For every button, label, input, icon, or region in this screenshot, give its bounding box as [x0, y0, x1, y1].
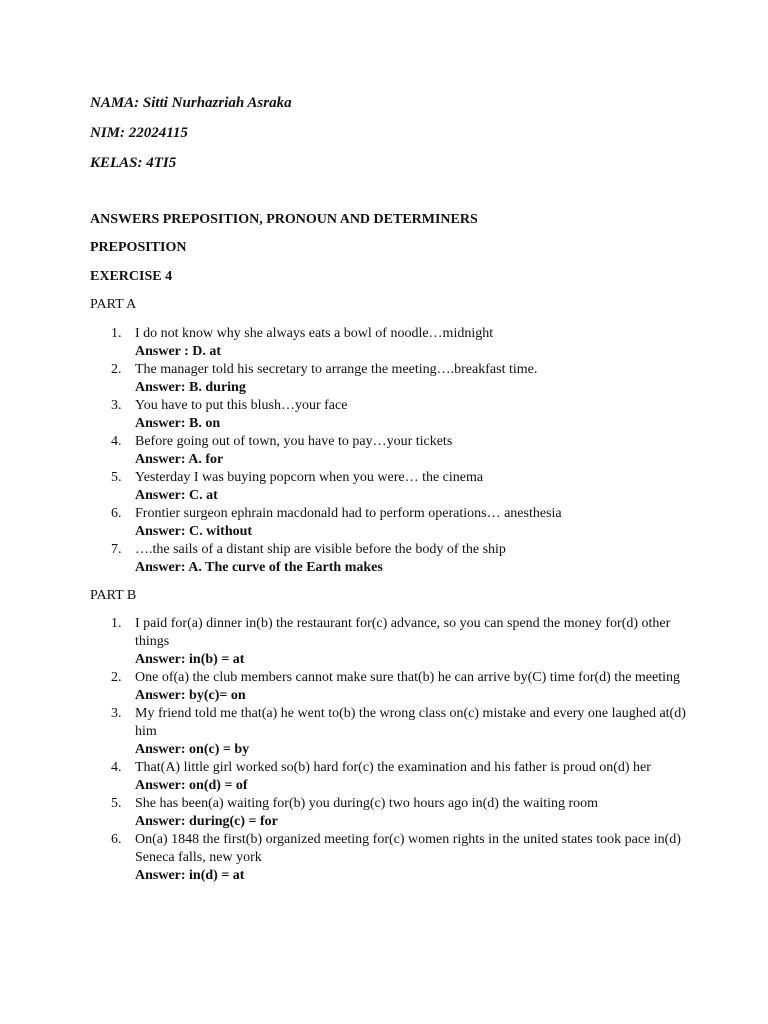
question-text: Frontier surgeon ephrain macdonald had to perform operations… anesthesia — [135, 506, 562, 521]
list-item: 6. On(a) 1848 the first(b) organized meeting for(c) women rights in the united states took pace in(d) Seneca falls, new york Answer: in(d) = at — [90, 831, 690, 885]
question-text: Before going out of town, you have to pay…your tickets — [135, 434, 453, 449]
answer-text: Answer: by(c)= on — [135, 688, 246, 703]
question-text: One of(a) the club members cannot make sure that(b) he can arrive by(C) time for(d) the meeting — [135, 670, 681, 685]
question-text: I do not know why she always eats a bowl of noodle…midnight — [135, 326, 494, 341]
list-item: 7. ….the sails of a distant ship are visible before the body of the ship Answer: A. The curve of the Earth makes — [90, 541, 690, 577]
document-title: ANSWERS PREPOSITION, PRONOUN AND DETERMINERS — [90, 212, 478, 227]
answer-text: Answer: C. at — [135, 488, 218, 503]
answer-text: Answer: during(c) = for — [135, 814, 278, 829]
answer-text: Answer : D. at — [135, 344, 222, 359]
question-text: That(A) little girl worked so(b) hard for(c) the examination and his father is proud on(d) her — [135, 760, 651, 775]
part-a-label: PART A — [90, 297, 137, 312]
list-item: 3. You have to put this blush…your face Answer: B. on — [90, 397, 690, 433]
list-item: 4. Before going out of town, you have to pay…your tickets Answer: A. for — [90, 433, 690, 469]
question-text: On(a) 1848 the first(b) organized meeting for(c) women rights in the united states took pace in(d) Seneca falls, new york — [135, 832, 681, 865]
part-b-label: PART B — [90, 588, 137, 603]
question-text: Yesterday I was buying popcorn when you were… the cinema — [135, 470, 484, 485]
question-text: ….the sails of a distant ship are visible before the body of the ship — [135, 542, 506, 557]
answer-text: Answer: on(d) = of — [135, 778, 248, 793]
answer-text: Answer: in(b) = at — [135, 652, 245, 667]
question-text: The manager told his secretary to arrange the meeting….breakfast time. — [135, 362, 538, 377]
answer-text: Answer: C. without — [135, 524, 253, 539]
answer-text: Answer: in(d) = at — [135, 868, 245, 883]
question-text: I paid for(a) dinner in(b) the restaurant for(c) advance, so you can spend the money for(d) other things — [135, 616, 671, 649]
section-heading: PREPOSITION — [90, 240, 187, 255]
list-item: 5. She has been(a) waiting for(b) you during(c) two hours ago in(d) the waiting room Answer: during(c) = for — [90, 795, 690, 831]
list-item: 3. My friend told me that(a) he went to(b) the wrong class on(c) mistake and every one laughed at(d) him Answer: on(c) = by — [90, 705, 690, 759]
list-item: 5. Yesterday I was buying popcorn when you were… the cinema Answer: C. at — [90, 469, 690, 505]
answer-text: Answer: B. on — [135, 416, 221, 431]
question-text: You have to put this blush…your face — [135, 398, 348, 413]
answer-text: Answer: A. The curve of the Earth makes — [135, 560, 383, 575]
exercise-heading: EXERCISE 4 — [90, 269, 173, 284]
question-text: My friend told me that(a) he went to(b) the wrong class on(c) mistake and every one laughed at(d) him — [135, 706, 686, 739]
student-nim: NIM: 22024115 — [90, 125, 188, 141]
answer-text: Answer: A. for — [135, 452, 224, 467]
answer-text: Answer: on(c) = by — [135, 742, 250, 757]
list-item: 1. I paid for(a) dinner in(b) the restaurant for(c) advance, so you can spend the money for(d) other things Answer: in(b) = at — [90, 615, 690, 669]
part-b-list — [90, 615, 690, 885]
list-item: 2. One of(a) the club members cannot make sure that(b) he can arrive by(C) time for(d) the meeting Answer: by(c)= on — [90, 669, 690, 705]
student-class: KELAS: 4TI5 — [90, 155, 177, 171]
student-name: NAMA: Sitti Nurhazriah Asraka — [90, 95, 292, 111]
list-item: 2. The manager told his secretary to arrange the meeting….breakfast time. Answer: B. during — [90, 361, 690, 397]
list-item: 4. That(A) little girl worked so(b) hard for(c) the examination and his father is proud on(d) her Answer: on(d) = of — [90, 759, 690, 795]
question-text: She has been(a) waiting for(b) you during(c) two hours ago in(d) the waiting room — [135, 796, 599, 811]
answer-text: Answer: B. during — [135, 380, 246, 395]
list-item: 1. I do not know why she always eats a bowl of noodle…midnight Answer : D. at — [90, 325, 690, 361]
part-a-list — [90, 325, 690, 577]
list-item: 6. Frontier surgeon ephrain macdonald had to perform operations… anesthesia Answer: C. without — [90, 505, 690, 541]
